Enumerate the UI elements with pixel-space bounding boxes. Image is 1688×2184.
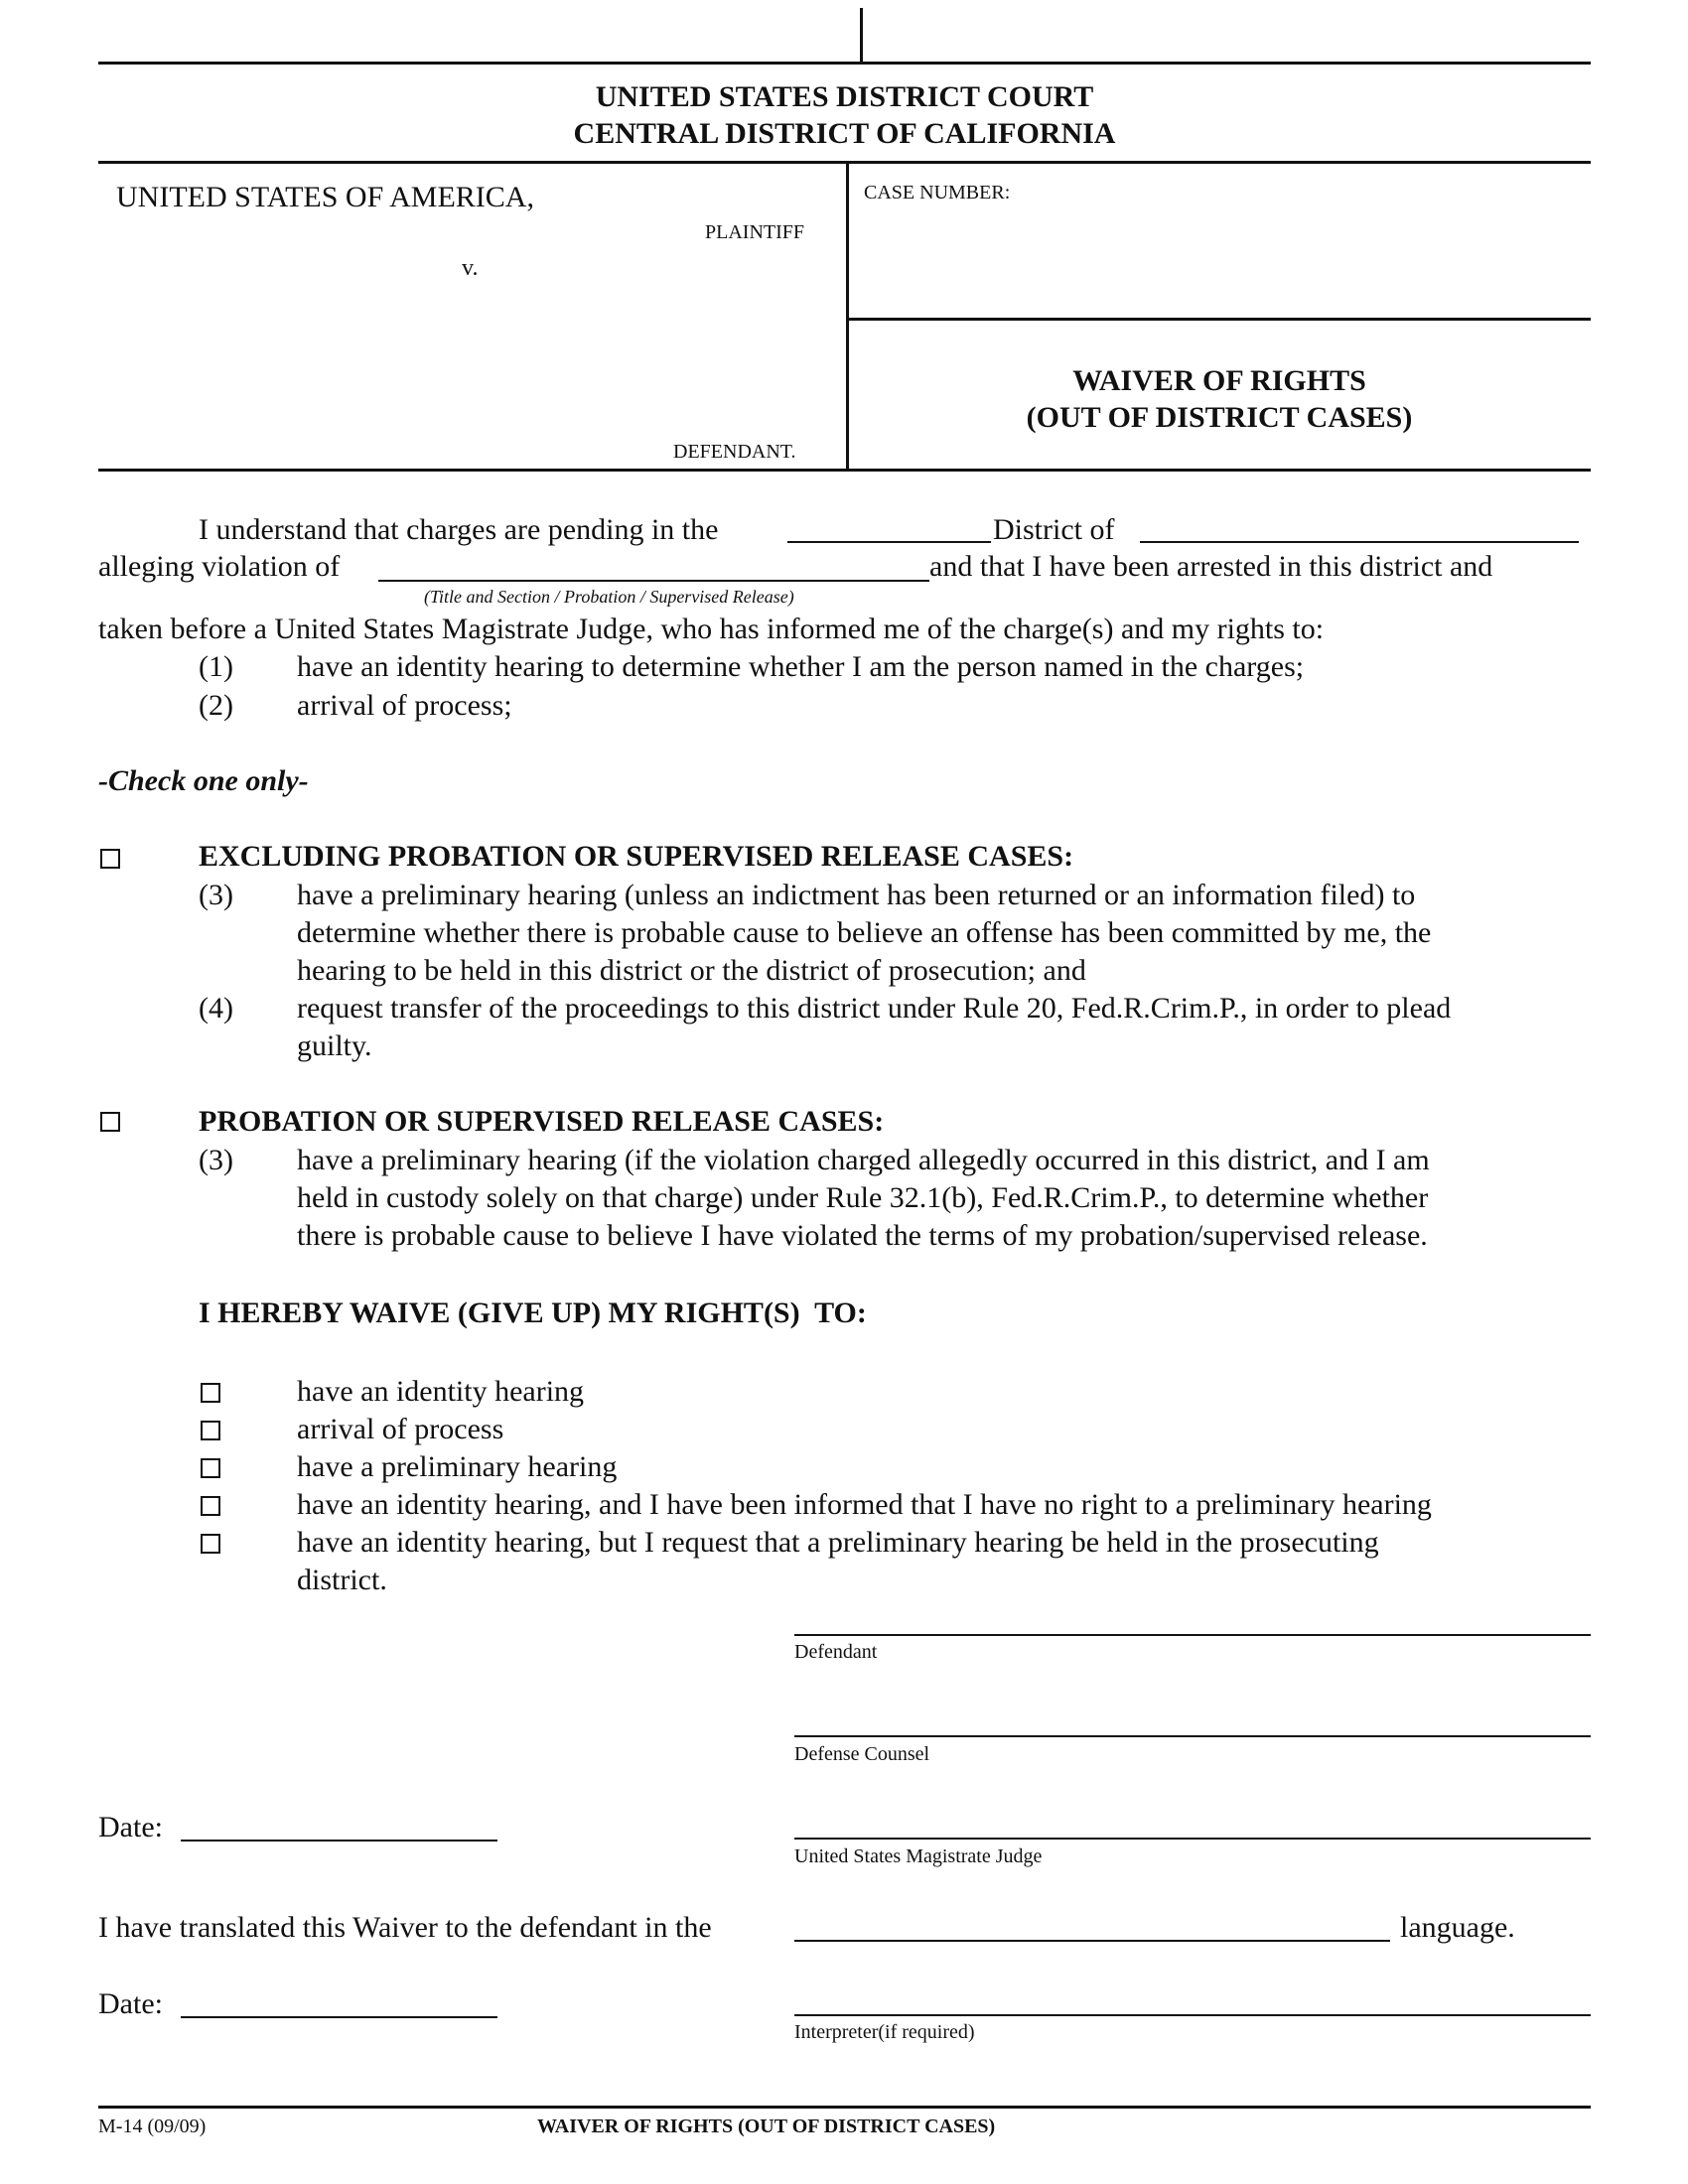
waive-identity-hearing-checkbox[interactable] xyxy=(201,1383,220,1403)
section-b-item-3-number: (3) xyxy=(199,1144,233,1176)
section-b-item-3-line3: there is probable cause to believe I have violated the terms of my probation/supervised release. xyxy=(297,1219,1428,1252)
case-number-rule xyxy=(846,318,1591,321)
waiver-heading: I HEREBY WAIVE (GIVE UP) MY RIGHT(S) TO: xyxy=(199,1297,867,1329)
document-subtitle: (OUT OF DISTRICT CASES) xyxy=(1026,401,1413,434)
district-of-field[interactable] xyxy=(1140,541,1579,543)
section-a-item-3-line2: determine whether there is probable cause to believe an offense has been committed by me, the xyxy=(297,916,1432,949)
waive-option-1: have an identity hearing xyxy=(297,1375,585,1408)
caption-bottom-rule xyxy=(98,469,1591,472)
probation-checkbox[interactable] xyxy=(100,1112,120,1132)
defendant-signature-line[interactable] xyxy=(794,1634,1591,1636)
intro-violation-label: alleging violation of xyxy=(98,550,341,583)
versus-label: v. xyxy=(462,255,479,281)
court-name: UNITED STATES DISTRICT COURT xyxy=(595,80,1094,113)
waive-option-5: have an identity hearing, but I request that a preliminary hearing be held in the prosecuting xyxy=(297,1526,1379,1559)
right-1-text: have an identity hearing to determine whether I am the person named in the charges; xyxy=(297,650,1305,683)
waive-option-5-continued: district. xyxy=(297,1564,387,1596)
section-a-item-4-line2: guilty. xyxy=(297,1029,372,1062)
case-number-field[interactable] xyxy=(864,208,1579,308)
section-a-item-4-line1: request transfer of the proceedings to this district under Rule 20, Fed.R.Crim.P., in order to plead xyxy=(297,992,1452,1024)
case-number-label: CASE NUMBER: xyxy=(864,182,1011,204)
language-field[interactable] xyxy=(794,1940,1390,1942)
document-title: WAIVER OF RIGHTS xyxy=(1072,364,1366,397)
date-label-2: Date: xyxy=(98,1987,163,2020)
footer-rule xyxy=(98,2106,1591,2109)
section-a-item-4-number: (4) xyxy=(199,992,233,1024)
waive-option-4: have an identity hearing, and I have been informed that I have no right to a preliminary hearing xyxy=(297,1488,1432,1521)
translation-language-label: language. xyxy=(1400,1911,1515,1944)
right-2-number: (2) xyxy=(199,689,233,722)
header-top-rule xyxy=(98,62,1591,65)
violation-hint: (Title and Section / Probation / Supervised Release) xyxy=(424,587,794,607)
header-center-tick xyxy=(860,8,863,62)
magistrate-label: United States Magistrate Judge xyxy=(794,1845,1043,1867)
waive-option-2: arrival of process xyxy=(297,1413,504,1445)
interpreter-label: Interpreter(if required) xyxy=(794,2021,975,2043)
plaintiff-label: PLAINTIFF xyxy=(705,221,805,243)
magistrate-signature-line[interactable] xyxy=(794,1838,1591,1840)
caption-top-rule xyxy=(98,161,1591,164)
waive-identity-no-preliminary-checkbox[interactable] xyxy=(201,1496,220,1516)
date-field-2[interactable] xyxy=(181,2016,497,2018)
section-b-heading: PROBATION OR SUPERVISED RELEASE CASES: xyxy=(199,1105,885,1138)
translation-text: I have translated this Waiver to the defendant in the xyxy=(98,1911,712,1944)
violation-field[interactable] xyxy=(378,580,929,582)
interpreter-signature-line[interactable] xyxy=(794,2014,1591,2016)
district-field[interactable] xyxy=(787,541,991,543)
section-b-item-3-line1: have a preliminary hearing (if the violation charged allegedly occurred in this district, and I am xyxy=(297,1144,1430,1176)
section-a-item-3-line1: have a preliminary hearing (unless an indictment has been returned or an information filed) to xyxy=(297,879,1416,911)
defense-counsel-signature-line[interactable] xyxy=(794,1735,1591,1737)
section-a-item-3-line3: hearing to be held in this district or the district of prosecution; and xyxy=(297,954,1086,987)
defense-counsel-label: Defense Counsel xyxy=(794,1743,930,1765)
plaintiff-name: UNITED STATES OF AMERICA, xyxy=(116,181,534,213)
section-a-item-3-number: (3) xyxy=(199,879,233,911)
intro-magistrate-text: taken before a United States Magistrate Judge, who has informed me of the charge(s) and my rights to: xyxy=(98,613,1325,645)
right-2-text: arrival of process; xyxy=(297,689,512,722)
section-a-heading: EXCLUDING PROBATION OR SUPERVISED RELEASE CASES: xyxy=(199,840,1074,873)
intro-text-a: I understand that charges are pending in the xyxy=(199,513,719,546)
waive-option-3: have a preliminary hearing xyxy=(297,1450,618,1483)
waive-arrival-of-process-checkbox[interactable] xyxy=(201,1421,220,1440)
section-b-item-3-line2: held in custody solely on that charge) under Rule 32.1(b), Fed.R.Crim.P., to determine whether xyxy=(297,1181,1429,1214)
waive-preliminary-hearing-checkbox[interactable] xyxy=(201,1458,220,1478)
defendant-signature-label: Defendant xyxy=(794,1641,878,1663)
check-one-instruction: -Check one only- xyxy=(98,764,309,797)
excluding-probation-checkbox[interactable] xyxy=(100,849,120,869)
intro-text-b: District of xyxy=(993,513,1115,546)
intro-arrest-text: and that I have been arrested in this district and xyxy=(929,550,1493,583)
right-1-number: (1) xyxy=(199,650,233,683)
date-field-1[interactable] xyxy=(181,1840,497,1842)
form-id: M-14 (09/09) xyxy=(98,2116,207,2137)
court-district: CENTRAL DISTRICT OF CALIFORNIA xyxy=(573,117,1116,150)
waive-identity-request-preliminary-checkbox[interactable] xyxy=(201,1534,220,1554)
footer-form-title: WAIVER OF RIGHTS (OUT OF DISTRICT CASES) xyxy=(537,2116,996,2137)
defendant-label: DEFENDANT. xyxy=(673,441,796,463)
date-label-1: Date: xyxy=(98,1811,163,1843)
